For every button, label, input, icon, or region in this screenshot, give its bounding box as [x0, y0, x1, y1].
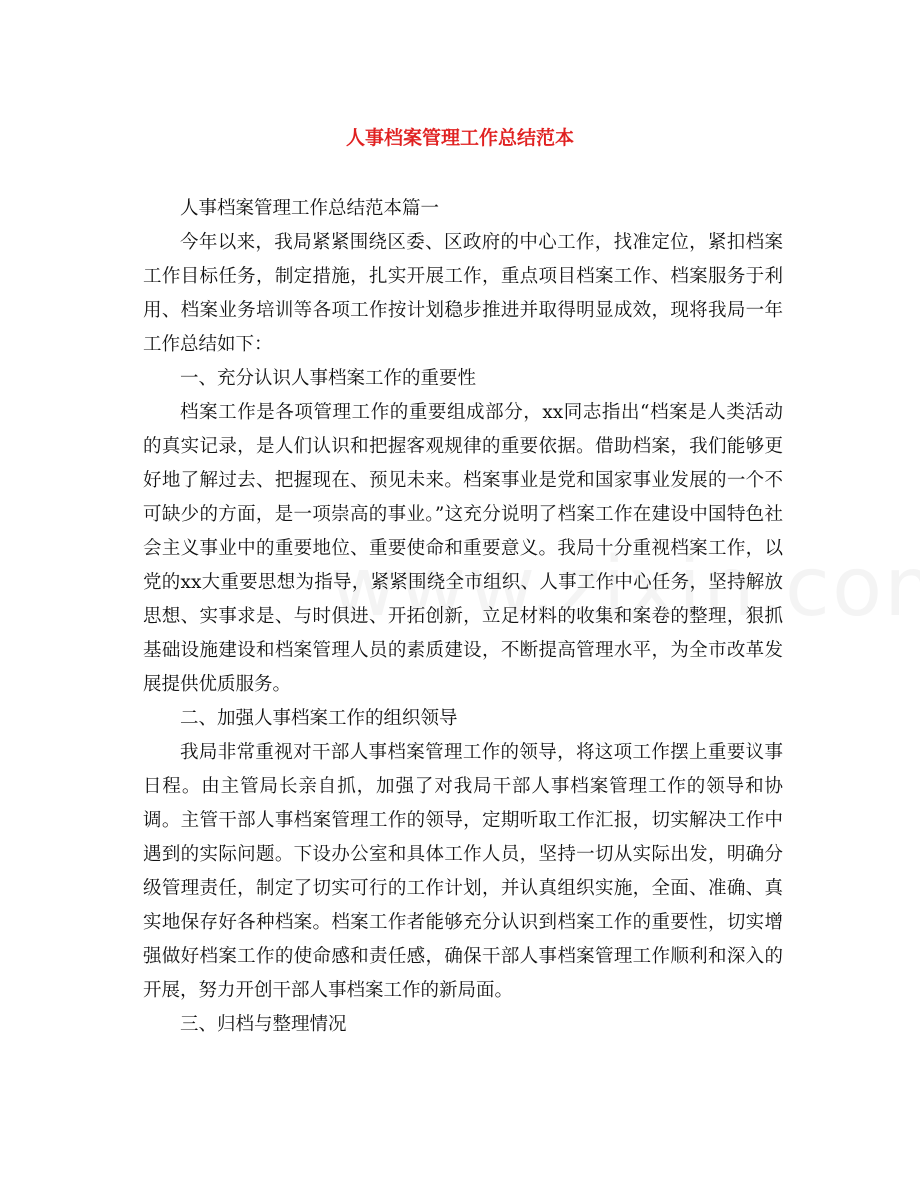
section-heading: 二、加强人事档案工作的组织领导 — [180, 708, 458, 729]
section-heading: 人事档案管理工作总结范本篇一 — [180, 198, 440, 219]
document-body — [143, 192, 783, 1042]
document-title: 人事档案管理工作总结范本 — [345, 127, 574, 149]
section-heading: 三、归档与整理情况 — [180, 1014, 347, 1035]
paragraph: 档案工作是各项管理工作的重要组成部分，xx同志指出“档案是人类活动的真实记录，是人们认识和把握客观规律的重要依据。借助档案，我们能够更好地了解过去、把握现在、预见未来。档案事业是党和国家事业发展的一个不可缺少的方面，是一项崇高的事业。”这充分说明了档案工作在建设中国特色社会主义事业中的重要地位、重要使命和重要意义。我局十分重视档案工作，以党的xx大重要思想为指导，紧紧围绕全市组织、人事工作中心任务，坚持解放思想、实事求是、与时俱进、开拓创新，立足材料的收集和案卷的整理，狠抓基础设施建设和档案管理人员的素质建设，不断提高管理水平，为全市改革发展提供优质服务。 — [143, 402, 783, 695]
paragraph: 我局非常重视对干部人事档案管理工作的领导，将这项工作摆上重要议事日程。由主管局长亲自抓，加强了对我局干部人事档案管理工作的领导和协调。主管干部人事档案管理工作的领导，定期听取工作汇报，切实解决工作中遇到的实际问题。下设办公室和具体工作人员，坚持一切从实际出发，明确分级管理责任，制定了切实可行的工作计划，并认真组织实施，全面、准确、真实地保存好各种档案。档案工作者能够充分认识到档案工作的重要性，切实增强做好档案工作的使命感和责任感，确保干部人事档案管理工作顺利和深入的开展，努力开创干部人事档案工作的新局面。 — [143, 742, 783, 1001]
section-heading: 一、充分认识人事档案工作的重要性 — [180, 368, 477, 389]
paragraph: 今年以来，我局紧紧围绕区委、区政府的中心工作，找准定位，紧扣档案工作目标任务，制定措施，扎实开展工作，重点项目档案工作、档案服务于利用、档案业务培训等各项工作按计划稳步推进并取得明显成效，现将我局一年工作总结如下： — [143, 232, 783, 355]
